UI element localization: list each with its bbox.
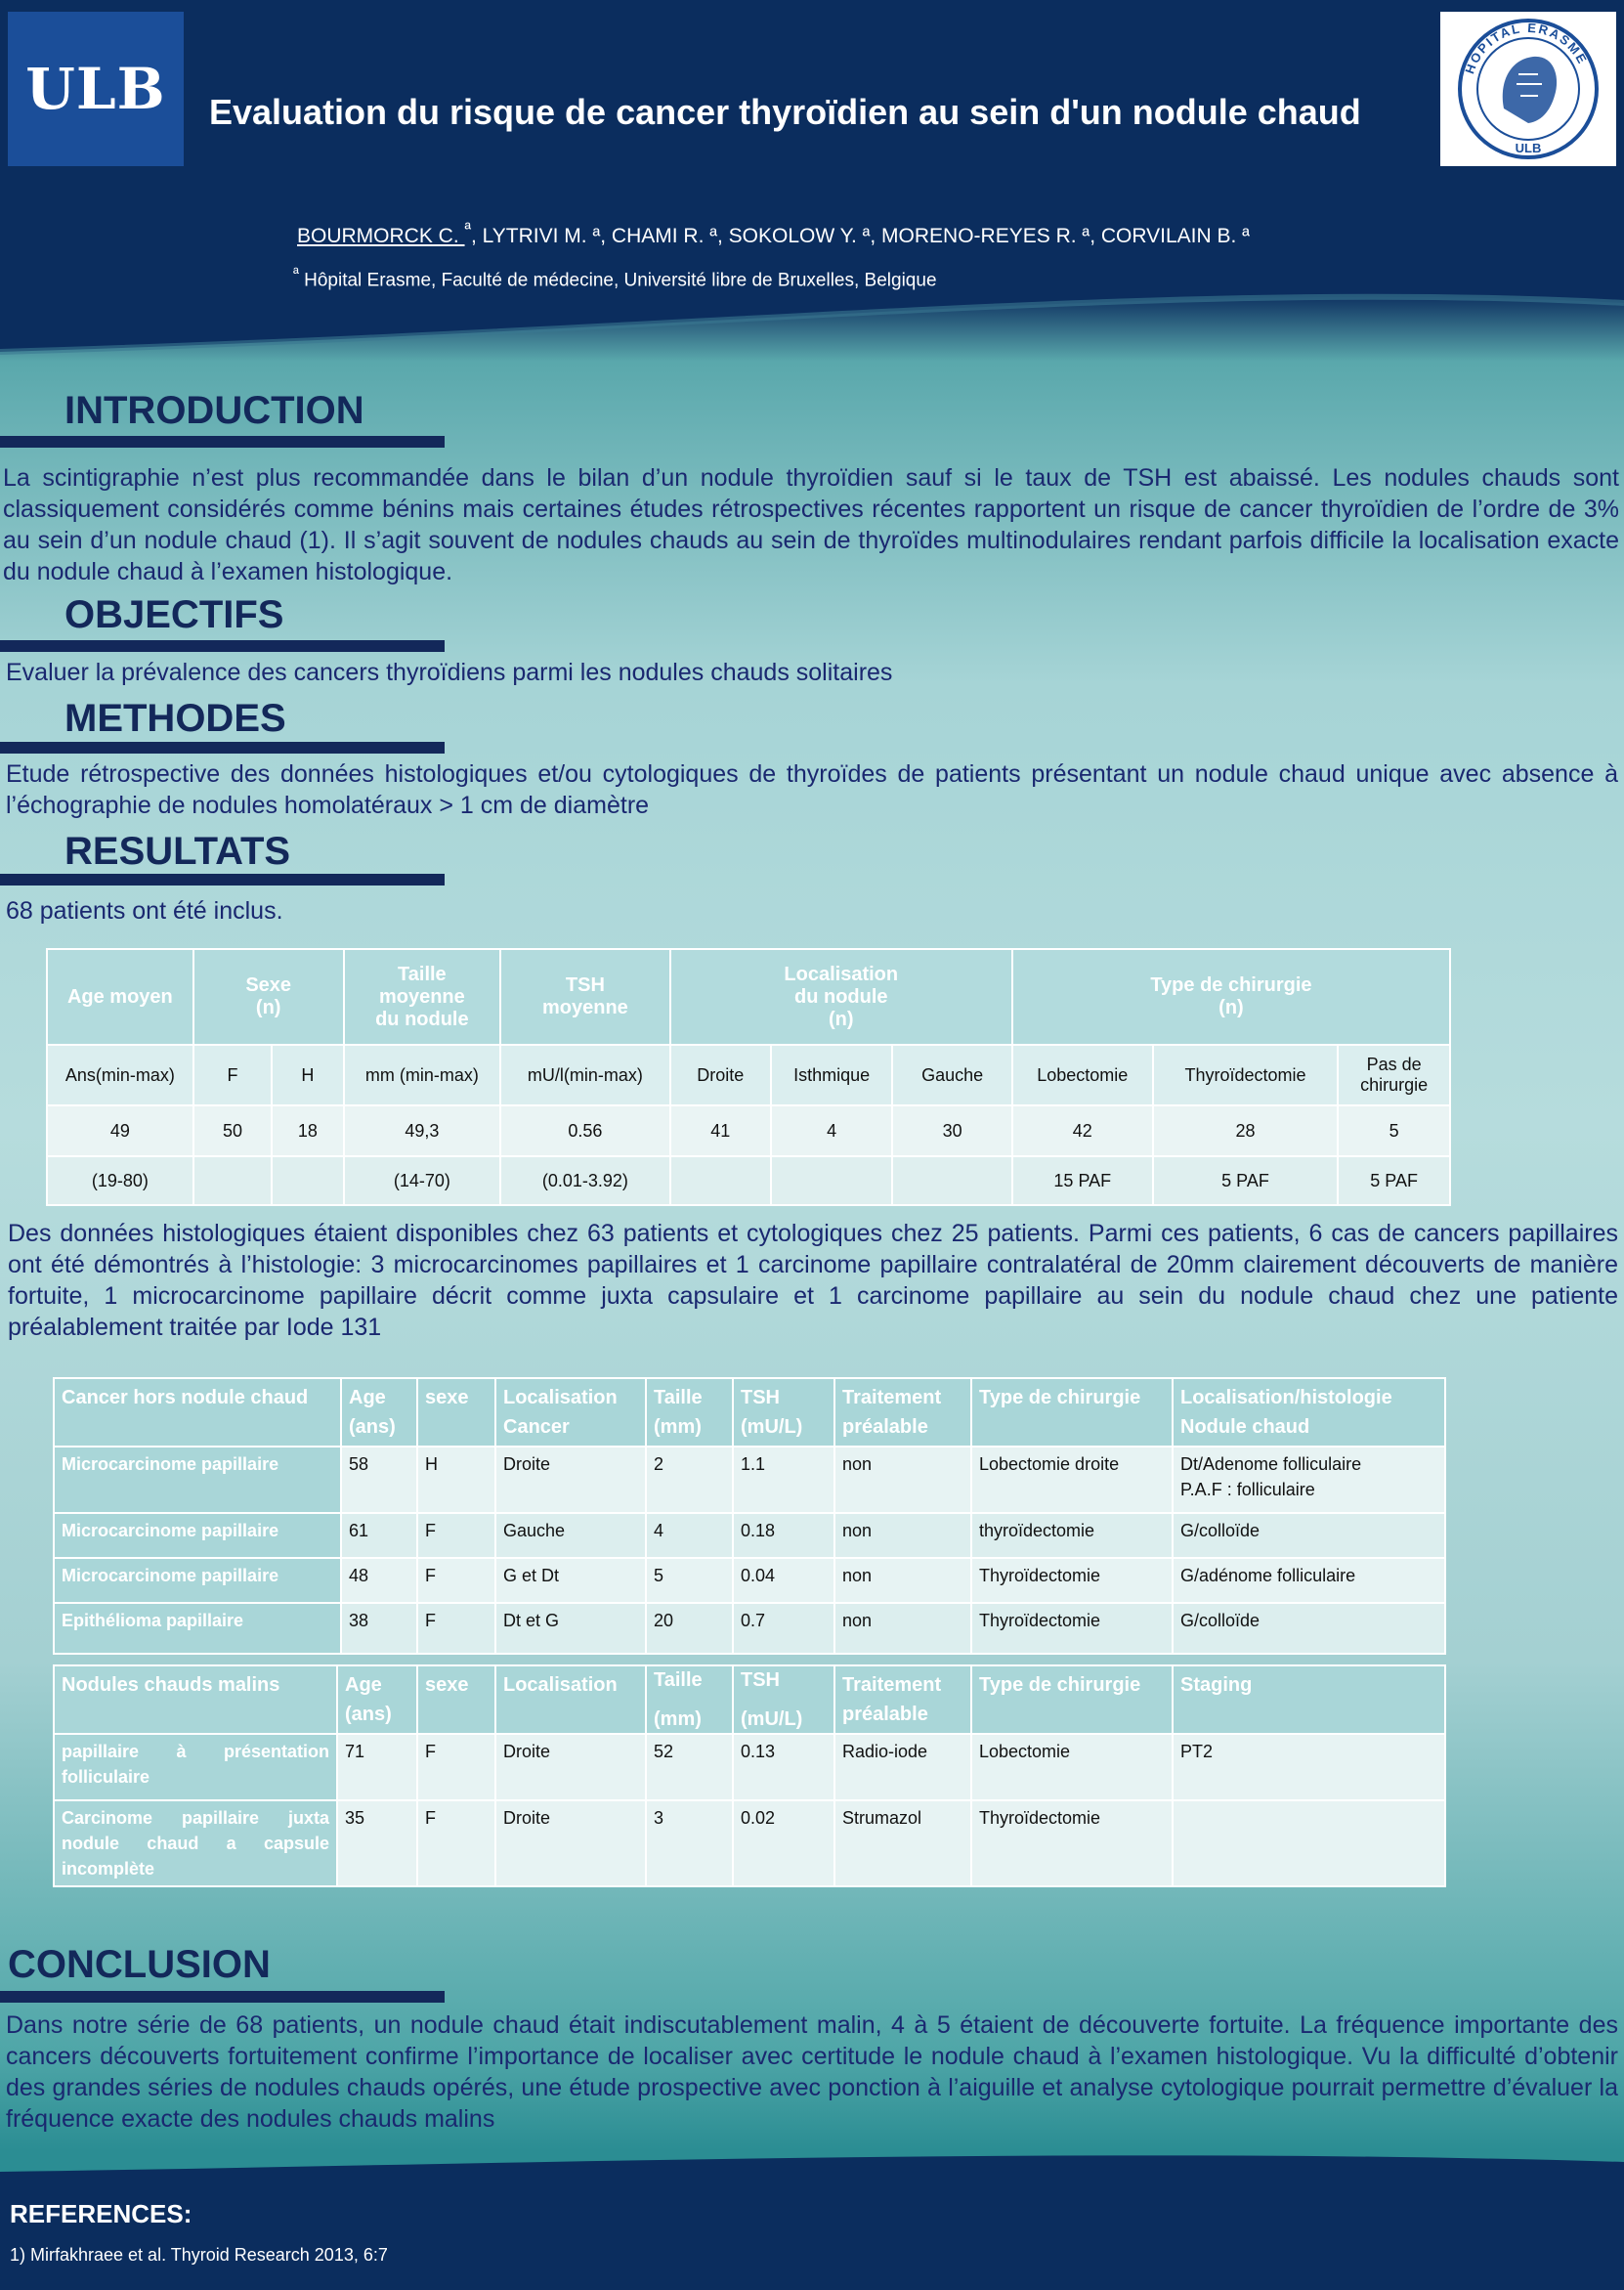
table-cell: mm (min-max) bbox=[344, 1045, 501, 1105]
poster-header bbox=[0, 0, 1624, 352]
table-cell: 3 bbox=[646, 1800, 733, 1886]
table-cell: F bbox=[193, 1045, 272, 1105]
table-cell: non bbox=[834, 1447, 971, 1513]
col-chirurgie: Type de chirurgie (n) bbox=[1012, 949, 1450, 1045]
conclusion-text: Dans notre série de 68 patients, un nodule chaud était indiscutablement malin, 4 à 5 étaient de découverte fortuite. La fréquence importante des cancers découverts fortuitement confirme l’importance de localiser avec certitude le nodule chaud à l’examen histologique. Vu la difficulté d’obtenir des grandes séries de nodules chauds opérés, une étude prospective avec ponction à l’aiguille et analyse cytologique pourrait permettre d’évaluer la fréquence exacte des nodules chauds malins bbox=[6, 2011, 1618, 2133]
table-cell: 2 bbox=[646, 1447, 733, 1513]
resultats-details-text: Des données histologiques étaient disponibles chez 63 patients et cytologiques chez 25 patients. Parmi ces patients, 6 cas de cancers papillaires ont été démontrés à l’histologie: 3 microcarcinomes papillaires et 1 carcinome papillaire contralatéral de 20mm clairement découverts de manière fortuite, 1 microcarcinome papillaire décrit comme juxta capsulaire et 1 carcinome papillaire au sein du nodule chaud chez une patiente préalablement traitée par Iode 131 bbox=[8, 1220, 1618, 1341]
table-row bbox=[54, 1558, 1445, 1603]
table-cell: 5 PAF bbox=[1153, 1156, 1339, 1205]
table-cell: mU/l(min-max) bbox=[500, 1045, 670, 1105]
table-cell: H bbox=[417, 1447, 495, 1513]
table-cell: thyroïdectomie bbox=[971, 1513, 1173, 1558]
table-header-cell: Staging bbox=[1173, 1665, 1445, 1734]
introduction-underline bbox=[0, 436, 445, 448]
table-cell: Gauche bbox=[495, 1513, 646, 1558]
first-author: BOURMORCK C. bbox=[297, 225, 465, 247]
conclusion-heading: CONCLUSION bbox=[8, 1943, 271, 1986]
table-cell: Thyroïdectomie bbox=[971, 1558, 1173, 1603]
table-cell: 49 bbox=[47, 1105, 193, 1156]
table-cell: 28 bbox=[1153, 1105, 1339, 1156]
affiliation-text: Hôpital Erasme, Faculté de médecine, Université libre de Bruxelles, Belgique bbox=[298, 270, 937, 291]
table-cell bbox=[193, 1156, 272, 1205]
table-cell: 5 bbox=[1338, 1105, 1450, 1156]
table-cell: G/colloïde bbox=[1173, 1513, 1445, 1558]
poster-title: Evaluation du risque de cancer thyroïdien au sein d'un nodule chaud bbox=[209, 92, 1361, 132]
table-row bbox=[54, 1800, 1445, 1886]
table-cell: 42 bbox=[1012, 1105, 1153, 1156]
table-header-row bbox=[54, 1378, 1445, 1447]
table-cell: 0.13 bbox=[733, 1734, 834, 1800]
objectifs-underline bbox=[0, 640, 445, 652]
table-header-cell: Type de chirurgie bbox=[971, 1665, 1173, 1734]
col-taille: Taille moyenne du nodule bbox=[344, 949, 501, 1045]
table-cell: Thyroïdectomie bbox=[971, 1800, 1173, 1886]
co-authors: , LYTRIVI M. ª, CHAMI R. ª, SOKOLOW Y. ª, MORENO-REYES R. ª, CORVILAIN B. ª bbox=[471, 225, 1250, 247]
ulb-logo: ULB bbox=[8, 12, 184, 166]
table-row bbox=[54, 1603, 1445, 1654]
summary-table bbox=[46, 948, 1451, 1206]
table-cell: 15 PAF bbox=[1012, 1156, 1153, 1205]
objectifs-heading: OBJECTIFS bbox=[64, 593, 284, 636]
table-header-cell: Localisation/histologie Nodule chaud bbox=[1173, 1378, 1445, 1447]
table-header-cell: TSH (mU/L) bbox=[733, 1665, 834, 1734]
col-sexe: Sexe (n) bbox=[193, 949, 344, 1045]
table-header-cell: Localisation Cancer bbox=[495, 1378, 646, 1447]
table-cell bbox=[1173, 1800, 1445, 1886]
table-cell: 4 bbox=[646, 1513, 733, 1558]
table-header-cell: Traitement préalable bbox=[834, 1378, 971, 1447]
table-cell: 5 PAF bbox=[1338, 1156, 1450, 1205]
table-cell: non bbox=[834, 1513, 971, 1558]
resultats-heading: RESULTATS bbox=[64, 830, 291, 873]
reference-item: 1) Mirfakhraee et al. Thyroid Research 2013, 6:7 bbox=[10, 2245, 388, 2265]
table-cell: F bbox=[417, 1558, 495, 1603]
introduction-heading: INTRODUCTION bbox=[64, 389, 364, 432]
table-cell: 61 bbox=[341, 1513, 417, 1558]
table-cell: G et Dt bbox=[495, 1558, 646, 1603]
table-cell: 35 bbox=[337, 1800, 417, 1886]
table-cell bbox=[670, 1156, 771, 1205]
resultats-intro: 68 patients ont été inclus. bbox=[6, 897, 283, 925]
table-cell: PT2 bbox=[1173, 1734, 1445, 1800]
table-cell bbox=[892, 1156, 1012, 1205]
table-cell: F bbox=[417, 1734, 495, 1800]
table-cell: non bbox=[834, 1558, 971, 1603]
table-row bbox=[54, 1447, 1445, 1513]
table-cell: Thyroïdectomie bbox=[971, 1603, 1173, 1654]
table-cell: G/adénome folliculaire bbox=[1173, 1558, 1445, 1603]
table-cell: Droite bbox=[495, 1800, 646, 1886]
table-cell: Dt/Adenome folliculaire P.A.F : folliculaire bbox=[1173, 1447, 1445, 1513]
table-header-cell: Type de chirurgie bbox=[971, 1378, 1173, 1447]
table-row bbox=[54, 1734, 1445, 1800]
table-cell: 0.56 bbox=[500, 1105, 670, 1156]
table-cell: Droite bbox=[495, 1734, 646, 1800]
resultats-underline bbox=[0, 874, 445, 886]
table-cell: Strumazol bbox=[834, 1800, 971, 1886]
table-cell: 0.02 bbox=[733, 1800, 834, 1886]
table-row bbox=[47, 1105, 1450, 1156]
objectifs-text: Evaluer la prévalence des cancers thyroïdiens parmi les nodules chauds solitaires bbox=[6, 659, 893, 686]
table-cell: Isthmique bbox=[771, 1045, 892, 1105]
table-cell: F bbox=[417, 1513, 495, 1558]
table-cell: H bbox=[272, 1045, 343, 1105]
header-wave-background bbox=[0, 0, 1624, 371]
table-cell: Lobectomie droite bbox=[971, 1447, 1173, 1513]
table-cell: 71 bbox=[337, 1734, 417, 1800]
table-cell: F bbox=[417, 1800, 495, 1886]
references-heading: REFERENCES: bbox=[10, 2199, 192, 2228]
cancer-hors-nodule-table bbox=[53, 1377, 1446, 1655]
table-cell: F bbox=[417, 1603, 495, 1654]
erasme-seal-icon bbox=[1450, 16, 1606, 162]
table-cell: 58 bbox=[341, 1447, 417, 1513]
table-cell: 0.04 bbox=[733, 1558, 834, 1603]
table-cell: 41 bbox=[670, 1105, 771, 1156]
table-cell: Pas de chirurgie bbox=[1338, 1045, 1450, 1105]
table-cell: (14-70) bbox=[344, 1156, 501, 1205]
table-cell: 48 bbox=[341, 1558, 417, 1603]
table-header-cell: sexe bbox=[417, 1378, 495, 1447]
table-cell: 1.1 bbox=[733, 1447, 834, 1513]
introduction-text: La scintigraphie n’est plus recommandée dans le bilan d’un nodule thyroïdien sauf si le taux de TSH est abaissé. Les nodules chauds sont classiquement considérés comme bénins mais certaines études rétrospectives récentes rapportent un risque de cancer thyroïdien de l’ordre de 3% au sein d’un nodule chaud (1). Il s’agit souvent de nodules chauds au sein de thyroïdes multinodulaires rendant parfois difficile la localisation exacte du nodule chaud à l’examen histologique. bbox=[3, 464, 1619, 585]
table-cell: Microcarcinome papillaire bbox=[54, 1513, 341, 1558]
table-header-cell: Cancer hors nodule chaud bbox=[54, 1378, 341, 1447]
table-header-cell: Taille (mm) bbox=[646, 1665, 733, 1734]
footer-wave-background bbox=[0, 2150, 1624, 2290]
table-cell: Microcarcinome papillaire bbox=[54, 1558, 341, 1603]
methodes-underline bbox=[0, 742, 445, 754]
table-cell: Droite bbox=[670, 1045, 771, 1105]
table-subheader-row bbox=[47, 1045, 1450, 1105]
table-header-cell: sexe bbox=[417, 1665, 495, 1734]
affiliation-line bbox=[293, 266, 937, 291]
table-header-cell: Localisation bbox=[495, 1665, 646, 1734]
table-header-cell: Taille (mm) bbox=[646, 1378, 733, 1447]
table-header-cell: Age (ans) bbox=[337, 1665, 417, 1734]
table-cell: 20 bbox=[646, 1603, 733, 1654]
table-header-row bbox=[54, 1665, 1445, 1734]
table-header-cell: TSH (mU/L) bbox=[733, 1378, 834, 1447]
table-row bbox=[47, 1156, 1450, 1205]
table-cell: Ans(min-max) bbox=[47, 1045, 193, 1105]
seal-bottom-text: ULB bbox=[1515, 141, 1542, 155]
table-header-cell: Traitement préalable bbox=[834, 1665, 971, 1734]
conclusion-underline bbox=[0, 1991, 445, 2003]
col-localisation: Localisation du nodule (n) bbox=[670, 949, 1012, 1045]
table-cell: 5 bbox=[646, 1558, 733, 1603]
table-cell: Carcinome papillaire juxta nodule chaud a capsule incomplète bbox=[54, 1800, 337, 1886]
col-tsh: TSH moyenne bbox=[500, 949, 670, 1045]
table-cell: 0.7 bbox=[733, 1603, 834, 1654]
table-cell: Droite bbox=[495, 1447, 646, 1513]
col-age-moyen: Age moyen bbox=[47, 949, 193, 1045]
table-cell: Epithélioma papillaire bbox=[54, 1603, 341, 1654]
methodes-heading: METHODES bbox=[64, 697, 286, 740]
table-cell: Dt et G bbox=[495, 1603, 646, 1654]
table-cell: Lobectomie bbox=[1012, 1045, 1153, 1105]
author-superscript: ª bbox=[464, 219, 471, 238]
table-row bbox=[54, 1513, 1445, 1558]
table-cell: papillaire à présentation folliculaire bbox=[54, 1734, 337, 1800]
table-cell: 18 bbox=[272, 1105, 343, 1156]
erasme-logo bbox=[1440, 12, 1616, 166]
table-cell: Microcarcinome papillaire bbox=[54, 1447, 341, 1513]
authors-line bbox=[297, 219, 1250, 248]
table-cell bbox=[771, 1156, 892, 1205]
table-header-cell: Age (ans) bbox=[341, 1378, 417, 1447]
table-cell: Lobectomie bbox=[971, 1734, 1173, 1800]
table-cell: Thyroïdectomie bbox=[1153, 1045, 1339, 1105]
seal-top-text: HOPITAL ERASME bbox=[1462, 20, 1591, 76]
table-cell: 4 bbox=[771, 1105, 892, 1156]
affiliation-superscript: ª bbox=[293, 266, 299, 282]
table-cell: 0.18 bbox=[733, 1513, 834, 1558]
table-cell: 38 bbox=[341, 1603, 417, 1654]
table-cell: 30 bbox=[892, 1105, 1012, 1156]
table-cell: G/colloïde bbox=[1173, 1603, 1445, 1654]
table-cell: Gauche bbox=[892, 1045, 1012, 1105]
table-cell: (0.01-3.92) bbox=[500, 1156, 670, 1205]
nodules-malins-table bbox=[53, 1664, 1446, 1887]
table-cell: 50 bbox=[193, 1105, 272, 1156]
table-cell: 52 bbox=[646, 1734, 733, 1800]
table-cell: Radio-iode bbox=[834, 1734, 971, 1800]
table-cell: (19-80) bbox=[47, 1156, 193, 1205]
table-header-cell: Nodules chauds malins bbox=[54, 1665, 337, 1734]
table-cell: 49,3 bbox=[344, 1105, 501, 1156]
methodes-text: Etude rétrospective des données histologiques et/ou cytologiques de thyroïdes de patients présentant un nodule chaud unique avec absence à l’échographie de nodules homolatéraux > 1 cm de diamètre bbox=[6, 760, 1618, 819]
table-cell: non bbox=[834, 1603, 971, 1654]
table-cell bbox=[272, 1156, 343, 1205]
